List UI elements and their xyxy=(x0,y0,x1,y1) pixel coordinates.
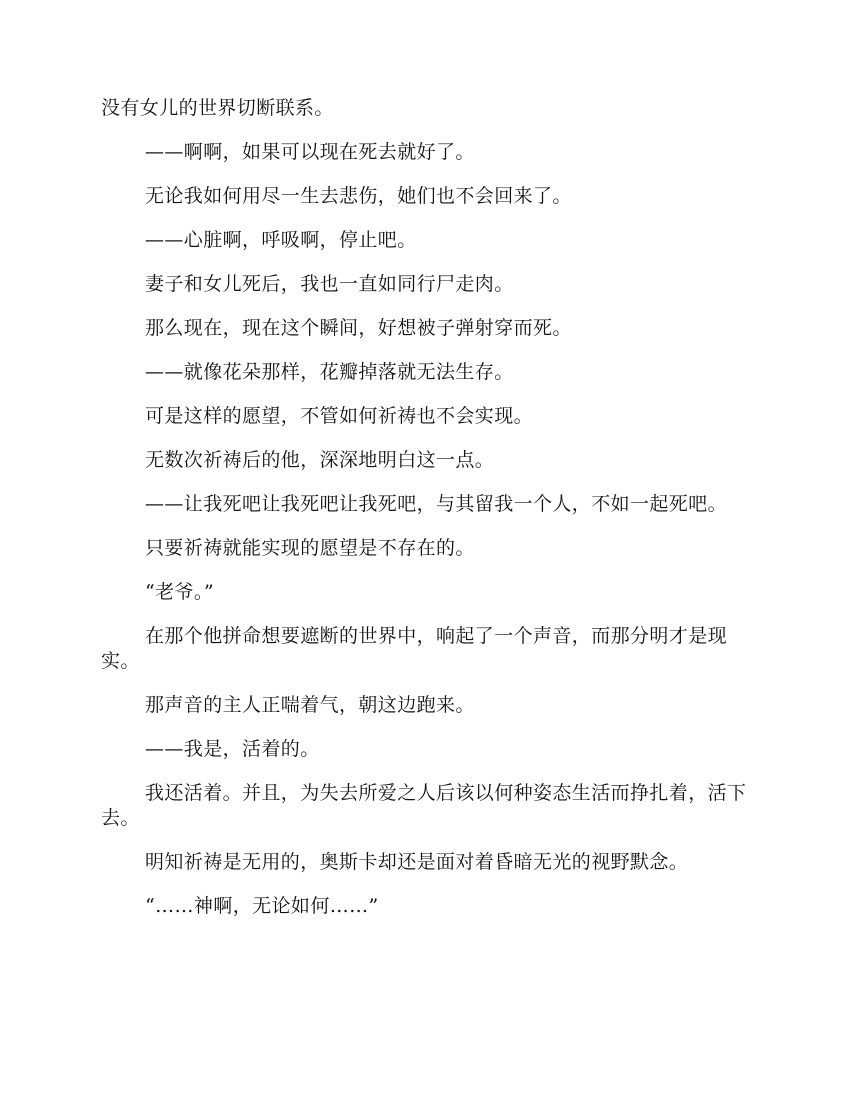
paragraph: ——心脏啊，呼吸啊，停止吧。 xyxy=(145,229,417,251)
paragraph: 妻子和女儿死后，我也一直如同行尸走肉。 xyxy=(145,273,514,295)
paragraph: 我还活着。并且，为失去所爱之人后该以何种姿态生活而挣扎着，活下去。 xyxy=(101,782,747,829)
paragraph: 那声音的主人正喘着气，朝这边跑来。 xyxy=(145,694,475,716)
paragraph: 可是这样的愿望，不管如何祈祷也不会实现。 xyxy=(145,405,534,427)
paragraph: 无数次祈祷后的他，深深地明白这一点。 xyxy=(145,449,495,471)
paragraph: 没有女儿的世界切断联系。 xyxy=(101,97,334,119)
document-body xyxy=(101,96,751,938)
paragraph: ——让我死吧让我死吧让我死吧，与其留我一个人，不如一起死吧。 xyxy=(145,493,728,515)
paragraph: ——啊啊，如果可以现在死去就好了。 xyxy=(145,141,475,163)
paragraph: 在那个他拼命想要遮断的世界中，响起了一个声音，而那分明才是现实。 xyxy=(101,625,728,672)
paragraph: 那么现在，现在这个瞬间，好想被子弹射穿而死。 xyxy=(145,317,572,339)
paragraph: ——我是，活着的。 xyxy=(145,738,320,760)
paragraph: “老爷。” xyxy=(145,581,214,603)
paragraph: ——就像花朵那样，花瓣掉落就无法生存。 xyxy=(145,361,514,383)
paragraph: “……神啊，无论如何……” xyxy=(145,895,379,917)
paragraph: 只要祈祷就能实现的愿望是不存在的。 xyxy=(145,537,475,559)
paragraph: 明知祈祷是无用的，奥斯卡却还是面对着昏暗无光的视野默念。 xyxy=(145,851,689,873)
paragraph: 无论我如何用尽一生去悲伤，她们也不会回来了。 xyxy=(145,185,572,207)
